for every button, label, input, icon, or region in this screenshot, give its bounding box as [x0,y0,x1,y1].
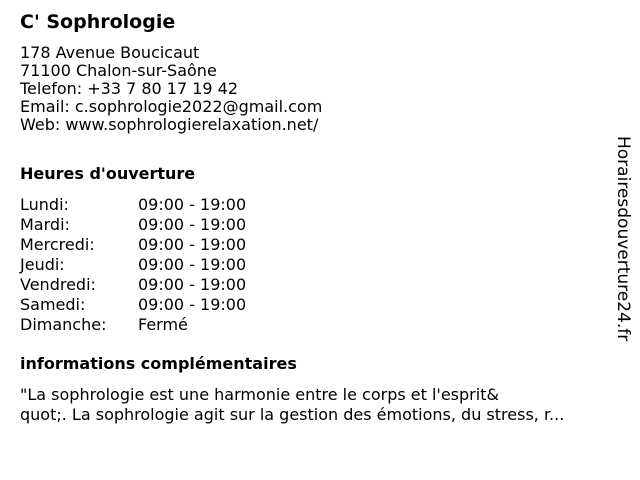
email-line: Email: c.sophrologie2022@gmail.com [20,97,323,116]
day-label: Jeudi: [20,255,65,274]
description-line: "La sophrologie est une harmonie entre le corps et l'esprit& [20,385,499,404]
hours-value: 09:00 - 19:00 [138,275,247,294]
day-label: Lundi: [20,195,69,214]
phone-line: Telefon: +33 7 80 17 19 42 [20,79,239,98]
hours-value: 09:00 - 19:00 [138,215,247,234]
contact-block [20,44,322,134]
day-label: Mercredi: [20,235,95,254]
day-label: Mardi: [20,215,70,234]
hours-value: 09:00 - 19:00 [138,295,247,314]
hours-value: 09:00 - 19:00 [138,195,247,214]
watermark-text: Horairesdouverture24.fr [613,136,633,342]
web-line: Web: www.sophrologierelaxation.net/ [20,115,319,134]
day-label: Dimanche: [20,315,107,334]
hours-value: Fermé [138,315,188,334]
city-address: 71100 Chalon-sur-Saône [20,61,217,80]
description-line: quot;. La sophrologie agit sur la gestion des émotions, du stress, r... [20,405,565,424]
hours-value: 09:00 - 19:00 [138,255,247,274]
hours-value: 09:00 - 19:00 [138,235,247,254]
street-address: 178 Avenue Boucicaut [20,43,200,62]
business-name: C' Sophrologie [20,11,176,33]
day-label: Vendredi: [20,275,96,294]
watermark [612,136,636,346]
info-heading: informations complémentaires [20,354,297,373]
hours-heading: Heures d'ouverture [20,164,196,183]
day-label: Samedi: [20,295,86,314]
info-description [20,385,620,425]
